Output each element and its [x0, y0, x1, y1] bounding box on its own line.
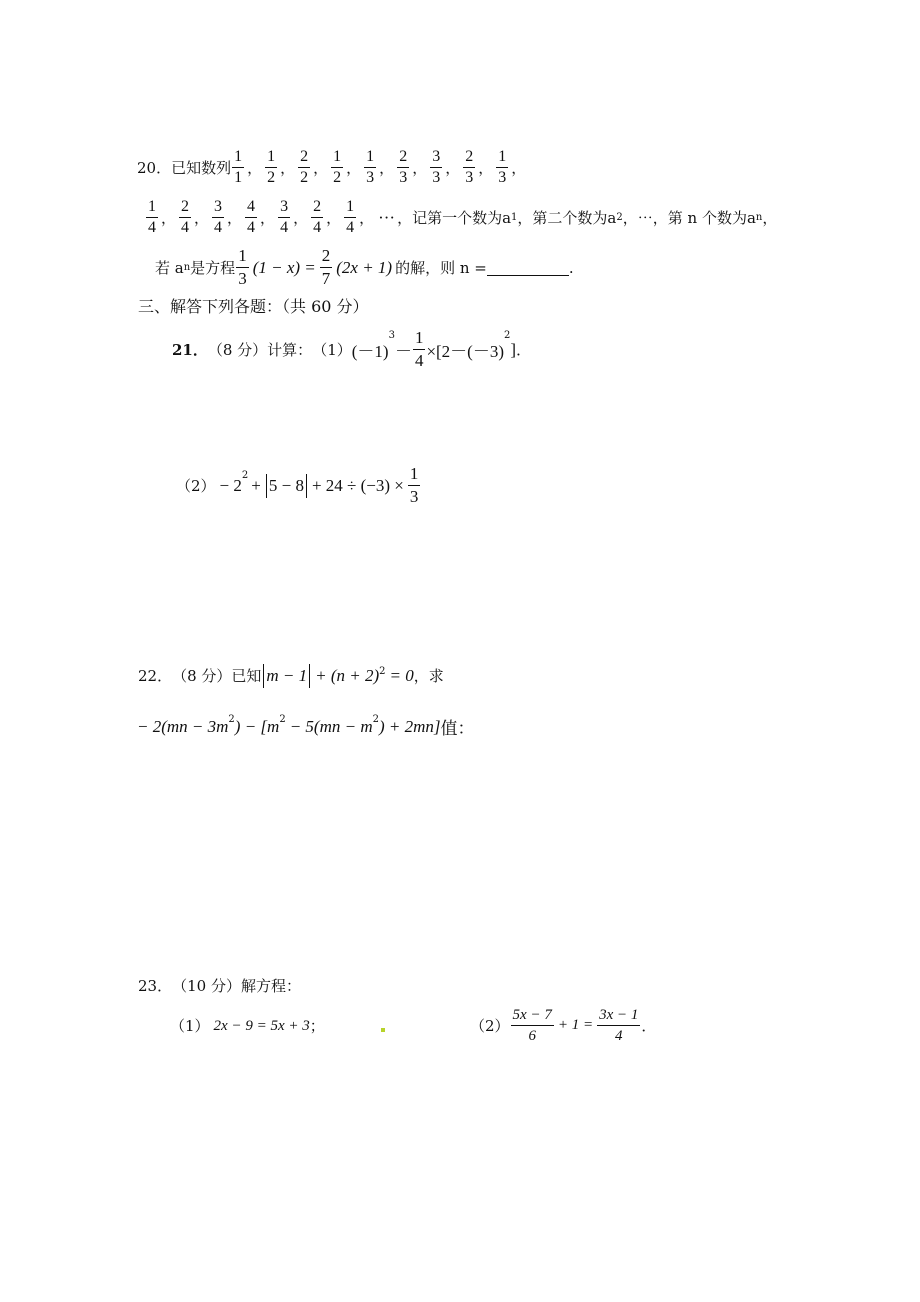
- q22-abs: m − 1: [266, 666, 308, 685]
- q20-cond-is: 是方程: [190, 258, 236, 277]
- q21-p1-a: (－1): [351, 342, 389, 361]
- abs-bar-right: [306, 474, 307, 498]
- q21-p2-label: （2）: [176, 476, 216, 495]
- fraction-denominator: 3: [432, 169, 441, 186]
- comma-separator: ，: [511, 159, 527, 177]
- q21-p1-exp2: 2: [504, 330, 511, 341]
- q22-expr1-end: = 0: [389, 666, 414, 685]
- comma-separator: ，: [293, 209, 309, 227]
- fraction-numerator: 3: [212, 198, 224, 218]
- comma-separator: ，: [445, 159, 461, 177]
- q21-p2-exp: 2: [241, 470, 249, 481]
- q23-p2-end: ．: [641, 1016, 657, 1035]
- q23-score: （10 分）解方程：: [172, 977, 301, 995]
- q21-p2-abs: 5 − 8: [268, 475, 304, 495]
- q23-p1-label: （1）: [170, 1017, 210, 1035]
- q21-score: （8 分）计算：: [207, 340, 313, 359]
- fraction-denominator: 4: [313, 219, 322, 236]
- q21-line2: [176, 464, 421, 507]
- q22-line2-c: − 5(mn − m: [289, 716, 373, 736]
- q23-part2: [470, 1006, 656, 1045]
- sequence-fraction: [397, 148, 409, 187]
- q21-p1-fraction: [413, 328, 426, 371]
- q20-fraction-one-third: [236, 246, 249, 289]
- q20-lhs: (1 − x) =: [252, 257, 316, 277]
- q21-p2-c: + 24 ÷ (−3) ×: [311, 475, 404, 495]
- q20-sub1: 1: [511, 212, 518, 223]
- q22-line2: [137, 714, 475, 739]
- q23-line1: [138, 976, 301, 996]
- abs-bar-left: [266, 474, 267, 498]
- section3-title: 三、解答下列各题：（共 60 分）: [138, 297, 369, 316]
- sequence-fraction: [298, 148, 310, 187]
- fraction-numerator: 2: [397, 148, 409, 168]
- q20-ellipsis: ···: [378, 207, 396, 227]
- fraction-numerator: 3: [278, 198, 290, 218]
- q22-ask: ，求: [413, 667, 444, 685]
- sequence-fraction: [344, 198, 356, 237]
- comma-separator: ，: [478, 159, 494, 177]
- q22-line2-a: − 2(mn − 3m: [137, 716, 229, 736]
- q23-p2-label: （2）: [470, 1016, 510, 1035]
- sequence-fraction: [179, 198, 191, 237]
- q23-p2-f1-num: 5x − 7: [511, 1006, 554, 1026]
- sequence-fraction: [463, 148, 475, 187]
- comma-separator: ，: [194, 209, 210, 227]
- sequence-fraction: [364, 148, 376, 187]
- q22-exp3: 2: [279, 714, 286, 725]
- q21-line1: [172, 328, 531, 371]
- q23-p2-fraction1: [511, 1006, 554, 1045]
- q20-rhs: (2x + 1): [336, 257, 393, 277]
- q21-p1-d: ]: [510, 339, 517, 359]
- comma-separator: ，: [161, 209, 177, 227]
- comma-separator: ，: [260, 209, 276, 227]
- q20-line2: $\frac{1}{4}$ ， $\frac{2}{4}$ ， $\frac{3}{4}$ ， $\frac{4}{4}$ ， $\frac{3}{4}$ ， $\frac{2}{4}$ ， $\frac{1}{4}$ ， ··· ，记第一个数为a 1 ，第二个数为a 2 ，⋯，第 n 个数为a n ，: [145, 198, 777, 237]
- sequence-fraction: [496, 148, 508, 187]
- sequence-fraction: [146, 198, 158, 237]
- fraction-denominator: 2: [300, 169, 309, 186]
- comma-separator: ，: [346, 159, 362, 177]
- comma-separator: ，: [379, 159, 395, 177]
- fraction-numerator: 1: [496, 148, 508, 168]
- q21-p2-a: − 2: [219, 475, 242, 495]
- q20-intro: 已知数列: [171, 158, 232, 177]
- q20-sequence-row1: [231, 148, 528, 187]
- q21-p1-frac-den: 4: [414, 351, 424, 370]
- q23-p2-f1-den: 6: [528, 1028, 536, 1044]
- q21-p1-end: ．: [516, 340, 532, 359]
- q21-p1-exp: 3: [388, 330, 395, 341]
- q22-exp1: 2: [379, 666, 386, 677]
- comma-separator: ，: [359, 209, 375, 227]
- q20-number: 20．: [137, 158, 172, 177]
- q20-cond-subn: n: [183, 262, 191, 273]
- fraction-denominator: 4: [181, 219, 190, 236]
- sequence-fraction: [311, 198, 323, 237]
- q20-f2-num: 2: [320, 246, 333, 268]
- fraction-numerator: 1: [232, 148, 244, 168]
- q22-number: 22．: [138, 667, 173, 685]
- q21-p1-b: －: [394, 342, 412, 361]
- q22-exp2: 2: [228, 714, 235, 725]
- q21-p1-frac-num: 1: [413, 328, 426, 350]
- fraction-numerator: 1: [265, 148, 277, 168]
- q21-number: 21．: [172, 340, 208, 359]
- q20-f1-num: 1: [236, 246, 249, 268]
- q21-p1-label: （1）: [312, 340, 352, 359]
- q22-line2-b: ) − [m: [234, 716, 280, 736]
- fraction-numerator: 1: [364, 148, 376, 168]
- q20-sub2: 2: [616, 212, 623, 223]
- q21-p2-b: +: [251, 475, 261, 495]
- comma-separator: ，: [227, 209, 243, 227]
- fraction-numerator: 1: [344, 198, 356, 218]
- q20-fraction-two-sevenths: [320, 246, 333, 289]
- fraction-denominator: 3: [498, 169, 507, 186]
- sequence-fraction: [278, 198, 290, 237]
- fraction-denominator: 3: [399, 169, 408, 186]
- fraction-numerator: 2: [463, 148, 475, 168]
- sequence-fraction: [212, 198, 224, 237]
- q21-p2-frac-num: 1: [408, 464, 421, 486]
- fraction-denominator: 2: [267, 169, 276, 186]
- q20-f2-den: 7: [321, 269, 331, 288]
- q23-p2-mid: + 1 =: [557, 1017, 594, 1033]
- q21-p2-fraction: [408, 464, 421, 507]
- sequence-fraction: [265, 148, 277, 187]
- fraction-denominator: 2: [333, 169, 342, 186]
- fraction-denominator: 4: [247, 219, 256, 236]
- q20-line3: [155, 246, 574, 289]
- fraction-numerator: 2: [298, 148, 310, 168]
- abs-bar-left: [263, 664, 264, 688]
- q22-exp4: 2: [372, 714, 379, 725]
- sequence-fraction: [232, 148, 244, 187]
- q20-end: .: [568, 258, 574, 277]
- q23-p1-end: ；: [309, 1017, 325, 1035]
- q22-line1: [138, 664, 444, 688]
- q23-part1: [170, 1016, 325, 1036]
- sequence-fraction: [430, 148, 442, 187]
- comma-separator: ，: [280, 159, 296, 177]
- fraction-denominator: 4: [148, 219, 156, 236]
- comma-separator: ，: [313, 159, 329, 177]
- fraction-denominator: 3: [366, 169, 375, 186]
- q23-number: 23．: [138, 977, 173, 995]
- fraction-denominator: 4: [346, 219, 355, 236]
- fraction-denominator: 4: [280, 219, 289, 236]
- q22-tail: 值：: [440, 719, 475, 739]
- fraction-numerator: 1: [146, 198, 158, 218]
- fraction-denominator: 3: [465, 169, 474, 186]
- fraction-denominator: 4: [214, 219, 223, 236]
- q20-line1: [137, 148, 528, 187]
- fraction-numerator: 2: [179, 198, 191, 218]
- abs-bar-right: [309, 664, 310, 688]
- q20-f1-den: 3: [238, 269, 247, 288]
- decorative-dot: [381, 1028, 385, 1032]
- q20-text3: ，⋯，第 n 个数为a: [622, 208, 756, 227]
- fraction-numerator: 3: [430, 148, 442, 168]
- q23-p2-fraction2: [597, 1006, 640, 1045]
- q20-sequence-row2: [145, 198, 376, 237]
- q20-text1: ，记第一个数为a: [397, 208, 512, 227]
- q20-subn: n: [755, 212, 763, 223]
- q22-line2-d: ) + 2mn]: [379, 716, 441, 736]
- q20-cond-suffix: 的解，则 n =: [395, 258, 487, 277]
- q21-p2-frac-den: 3: [409, 487, 419, 506]
- comma-separator: ，: [247, 159, 263, 177]
- q20-answer-blank[interactable]: [487, 259, 569, 276]
- q23-p2-f2-num: 3x − 1: [597, 1006, 640, 1026]
- fraction-denominator: 1: [234, 169, 243, 186]
- q23-p1-eq: 2x − 9 = 5x + 3: [213, 1017, 310, 1034]
- fraction-numerator: 2: [311, 198, 323, 218]
- fraction-numerator: 1: [331, 148, 343, 168]
- q23-p2-f2-den: 4: [614, 1028, 623, 1044]
- q20-text2: ，第二个数为a: [517, 208, 617, 227]
- comma-separator: ，: [326, 209, 342, 227]
- comma-separator: ，: [412, 159, 428, 177]
- sequence-fraction: [245, 198, 257, 237]
- sequence-fraction: [331, 148, 343, 187]
- q20-cond-prefix: 若 a: [155, 258, 184, 277]
- q22-expr1: + (n + 2): [315, 666, 380, 685]
- fraction-numerator: 4: [245, 198, 257, 218]
- q21-p1-c: ×[2－(－3): [426, 342, 505, 361]
- q22-score: （8 分）已知: [172, 667, 262, 685]
